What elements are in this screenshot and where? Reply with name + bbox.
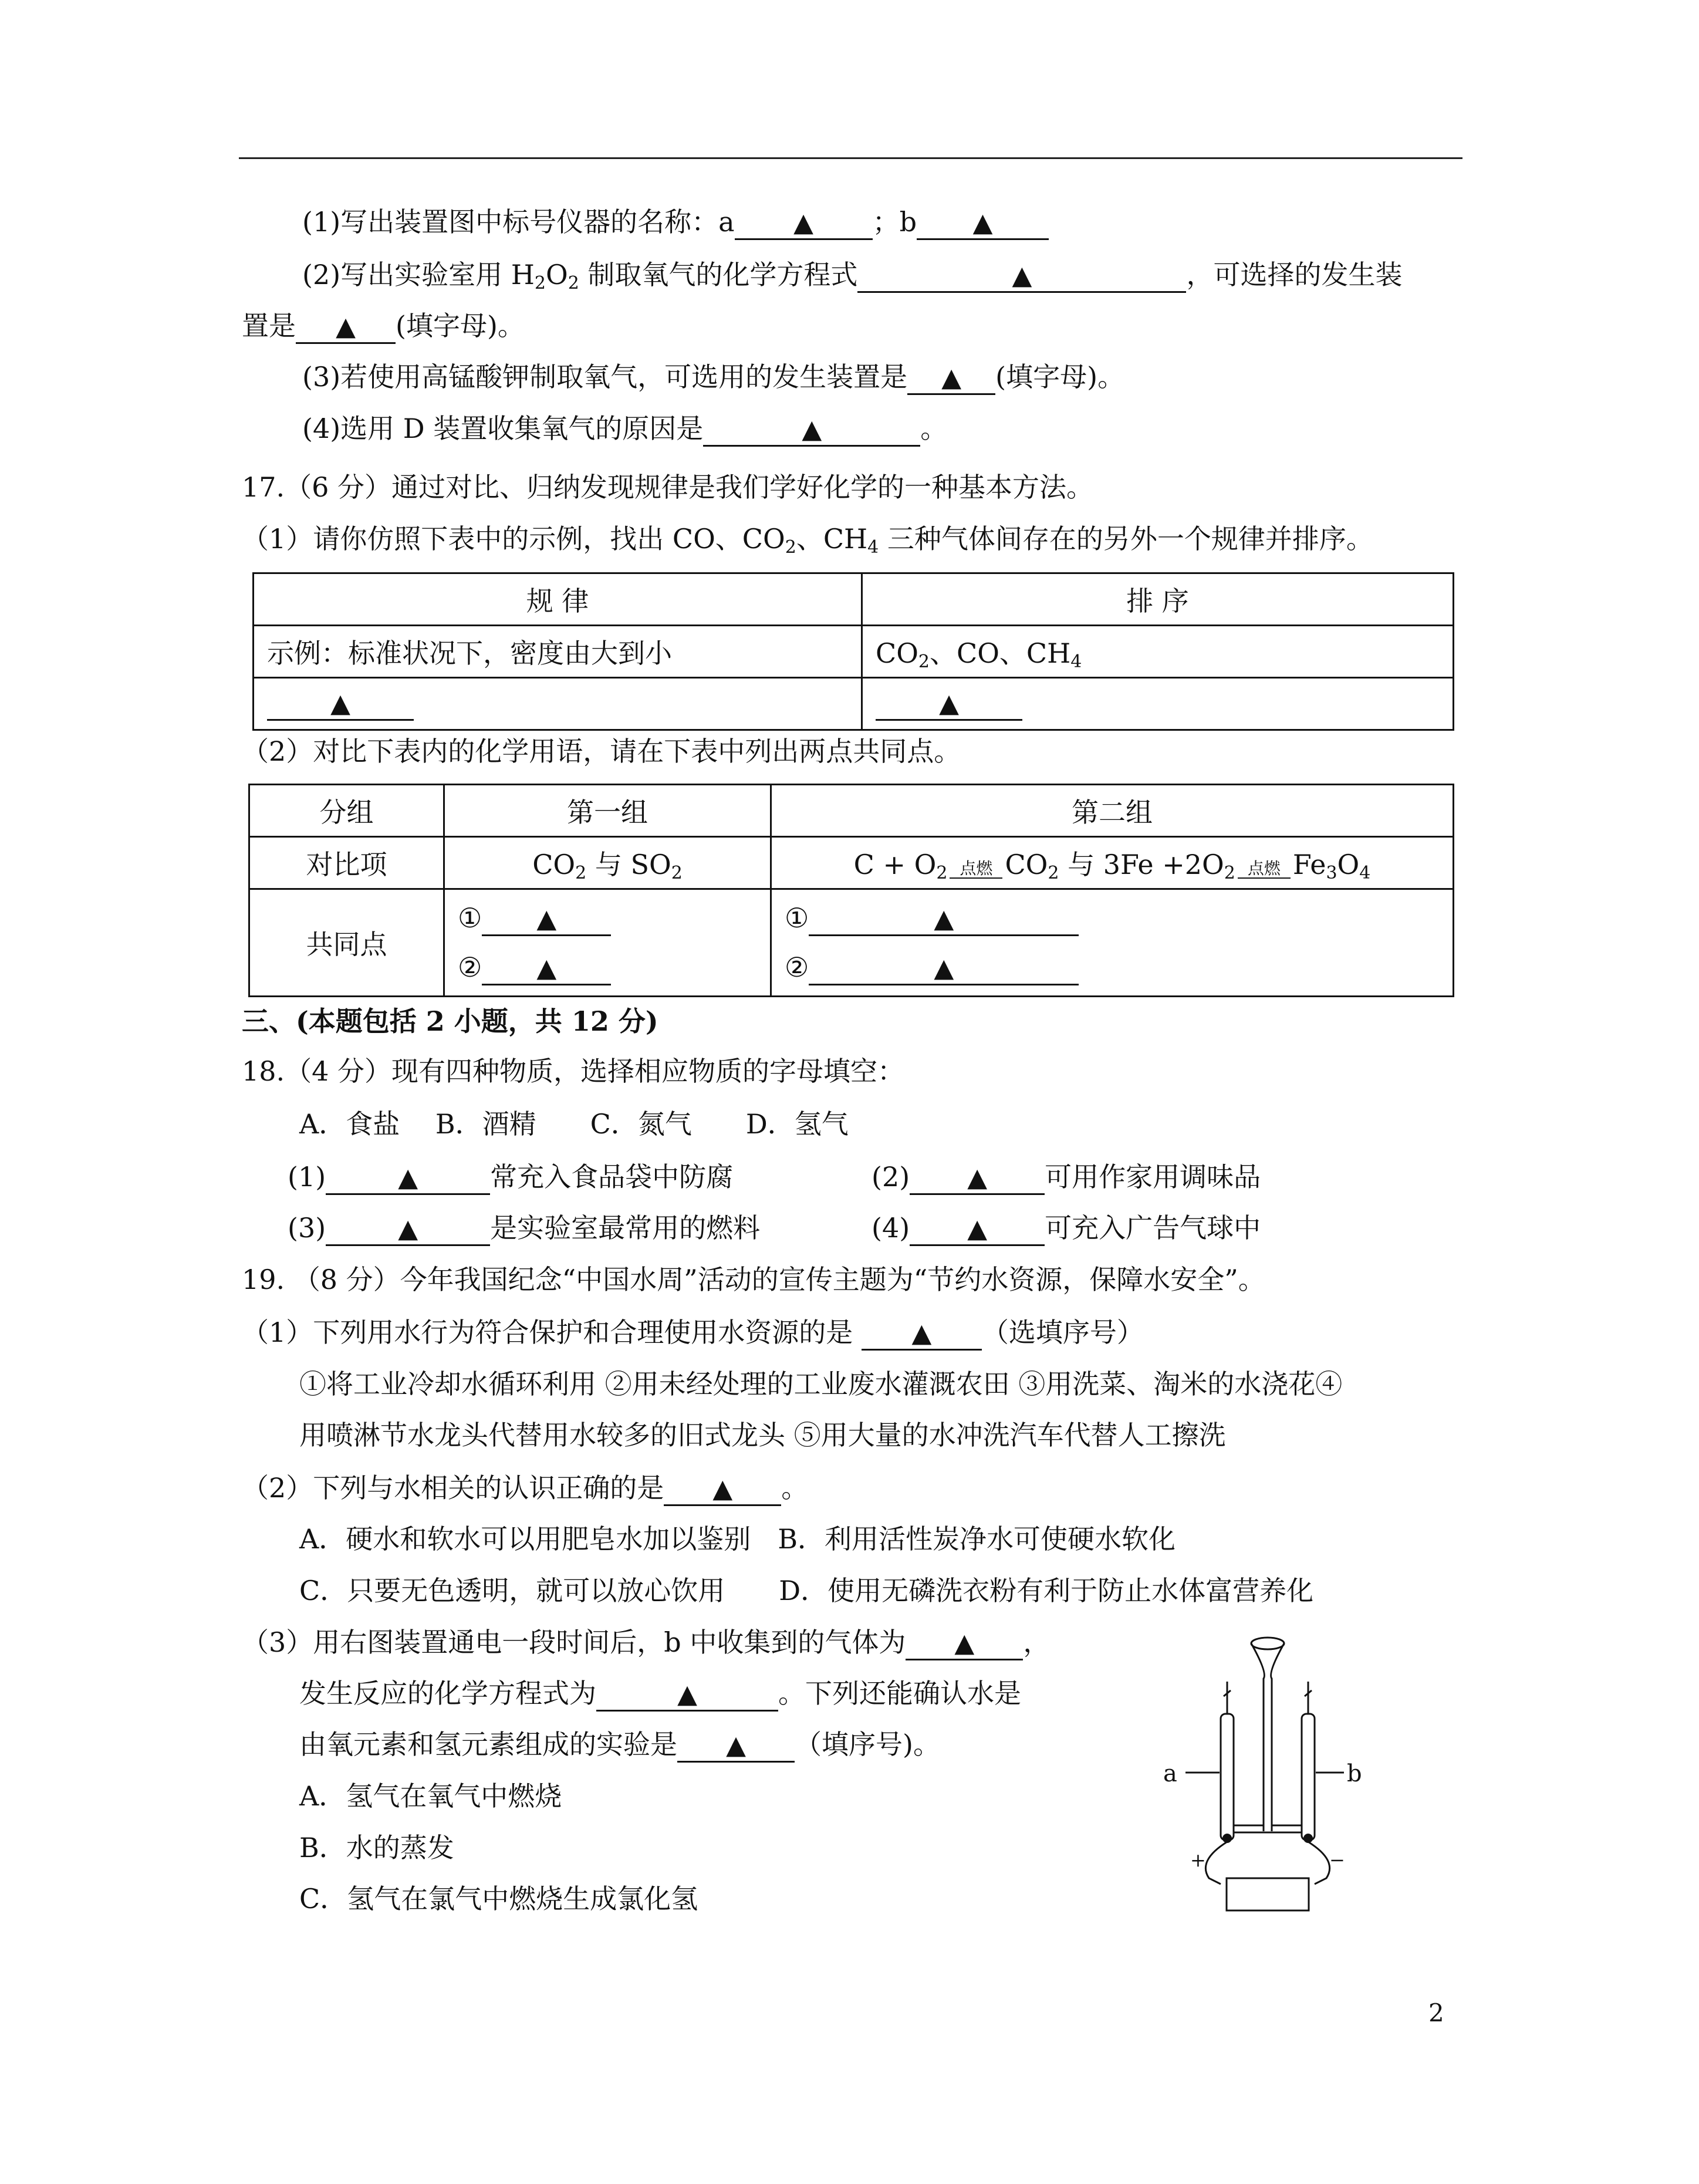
q19-option-a: A．氢气在氧气中燃烧 [299,1780,562,1812]
q18-item4: (4)▲ 可充入广告气球中 [872,1210,1261,1246]
answer-blank[interactable] [862,1317,982,1351]
common-label: 共同点 [249,889,444,997]
answer-blank[interactable] [906,1627,1023,1660]
electrolysis-apparatus-figure [1150,1626,1367,1931]
label-b: b [1347,1760,1362,1787]
answer-blank[interactable] [482,903,611,936]
page-number: 2 [1428,1999,1444,2027]
order-answer-cell [862,678,1454,730]
group1-header: 第一组 [444,785,771,837]
answer-blank[interactable] [910,1162,1045,1195]
group2-item: $C + O_2$ 点燃 $CO_2$ 与 $3Fe +2O_2$ 点燃 $Fe_3O_4$ [771,837,1454,889]
q17-title: 17.（6 分）通过对比、归纳发现规律是我们学好化学的一种基本方法。 [242,471,1094,503]
answer-blank[interactable] [735,207,873,240]
q18-options: A．食盐 B．酒精 C．氮气 D．氢气 [299,1108,849,1140]
q19-title: 19. （8 分）今年我国纪念“中国水周”活动的宣传主题为“节约水资源，保障水安全”。 [242,1264,1265,1295]
answer-blank[interactable] [267,687,414,721]
answer-blank[interactable] [326,1162,490,1195]
group2-common: ①▲ ②▲ [771,889,1454,997]
power-supply [1227,1878,1309,1910]
q16-part4: (4)选用 D 装置收集氧气的原因是▲ 。 [302,411,947,447]
compare-item-label: 对比项 [249,837,444,889]
q16-part1: (1)写出装置图中标号仪器的名称：a▲ ；b▲ [302,204,1049,240]
rule-table [252,572,1454,731]
answer-blank[interactable] [876,687,1022,721]
example-order: $CO_2$、CO、$CH_4$ [862,626,1454,678]
group1-common: ①▲ ②▲ [444,889,771,997]
q19-part3-b: 发生反应的化学方程式为▲ 。下列还能确认水是 [299,1676,1021,1712]
tube-b [1302,1714,1315,1840]
q19-part1: （1）下列用水行为符合保护和合理使用水资源的是 ▲ （选填序号） [242,1315,1144,1351]
header-rule [239,157,1462,159]
reaction-condition: 点燃 [1238,860,1291,879]
q19-option-b: B．水的蒸发 [299,1832,454,1864]
group2-header: 第二组 [771,785,1454,837]
q18-title: 18.（4 分）现有四种物质，选择相应物质的字母填空： [242,1055,905,1087]
q17-part1: （1）请你仿照下表中的示例，找出 CO、$CO_2$、$CH_4$ 三种气体间存在的另外一个规律并排序。 [242,523,1373,558]
section3-heading: 三、(本题包括 2 小题，共 12 分) [242,1005,658,1037]
rule-header: 规 律 [254,573,862,626]
tube-a [1221,1714,1234,1840]
label-a: a [1163,1760,1177,1787]
reaction-condition: 点燃 [950,860,1002,879]
label-minus: − [1329,1849,1345,1871]
answer-blank[interactable] [296,310,396,344]
q16-part2-cont: 置是▲ (填字母)。 [242,308,525,344]
q19-part3-c: 由氧元素和氢元素组成的实验是▲ （填序号)。 [299,1727,940,1763]
q19-option-c: C．氢气在氯气中燃烧生成氯化氢 [299,1883,698,1915]
q18-item2: (2)▲ 可用作家用调味品 [872,1159,1261,1195]
example-rule: 示例：标准状况下，密度由大到小 [254,626,862,678]
group1-item: $CO_2$ 与 $SO_2$ [444,837,771,889]
q18-item1: (1)▲ 常充入食品袋中防腐 [288,1159,733,1195]
q19-part2-optCD: C．只要无色透明，就可以放心饮用 D．使用无磷洗衣粉有利于防止水体富营养化 [299,1575,1314,1606]
answer-blank[interactable] [677,1729,795,1763]
answer-blank[interactable] [596,1678,778,1712]
answer-blank[interactable] [326,1213,490,1246]
q19-part3: （3）用右图装置通电一段时间后，b 中收集到的气体为▲ ， [242,1625,1050,1660]
q19-part2: （2）下列与水相关的认识正确的是▲ 。 [242,1470,808,1506]
answer-blank[interactable] [907,362,995,395]
answer-blank[interactable] [857,259,1186,293]
answer-blank[interactable] [917,207,1049,240]
label-plus: + [1190,1849,1206,1871]
answer-blank[interactable] [809,952,1079,985]
q16-part3: (3)若使用高锰酸钾制取氧气，可选用的发生装置是▲ (填字母)。 [302,359,1124,395]
compare-table [248,784,1454,997]
answer-blank[interactable] [482,952,611,985]
q16-part2: (2)写出实验室用 $H_2O_2$ 制取氧气的化学方程式▲ ，可选择的发生装 [302,257,1402,293]
answer-blank[interactable] [910,1213,1045,1246]
q19-part1-options-2: 用喷淋节水龙头代替用水较多的旧式龙头 ⑤用大量的水冲洗汽车代替人工擦洗 [299,1419,1226,1451]
answer-blank[interactable] [809,903,1079,936]
rule-answer-cell [254,678,862,730]
q17-part2: （2）对比下表内的化学用语，请在下表中列出两点共同点。 [242,735,961,767]
answer-blank[interactable] [664,1473,781,1506]
answer-blank[interactable] [703,413,920,447]
q19-part1-options-1: ①将工业冷却水循环利用 ②用未经处理的工业废水灌溉农田 ③用洗菜、淘米的水浇花④ [299,1368,1343,1400]
q18-item3: (3)▲ 是实验室最常用的燃料 [288,1210,760,1246]
order-header: 排 序 [862,573,1454,626]
group-header: 分组 [249,785,444,837]
funnel-rim [1251,1638,1284,1649]
q19-part2-optAB: A．硬水和软水可以用肥皂水加以鉴别 B．利用活性炭净水可使硬水软化 [299,1523,1176,1555]
